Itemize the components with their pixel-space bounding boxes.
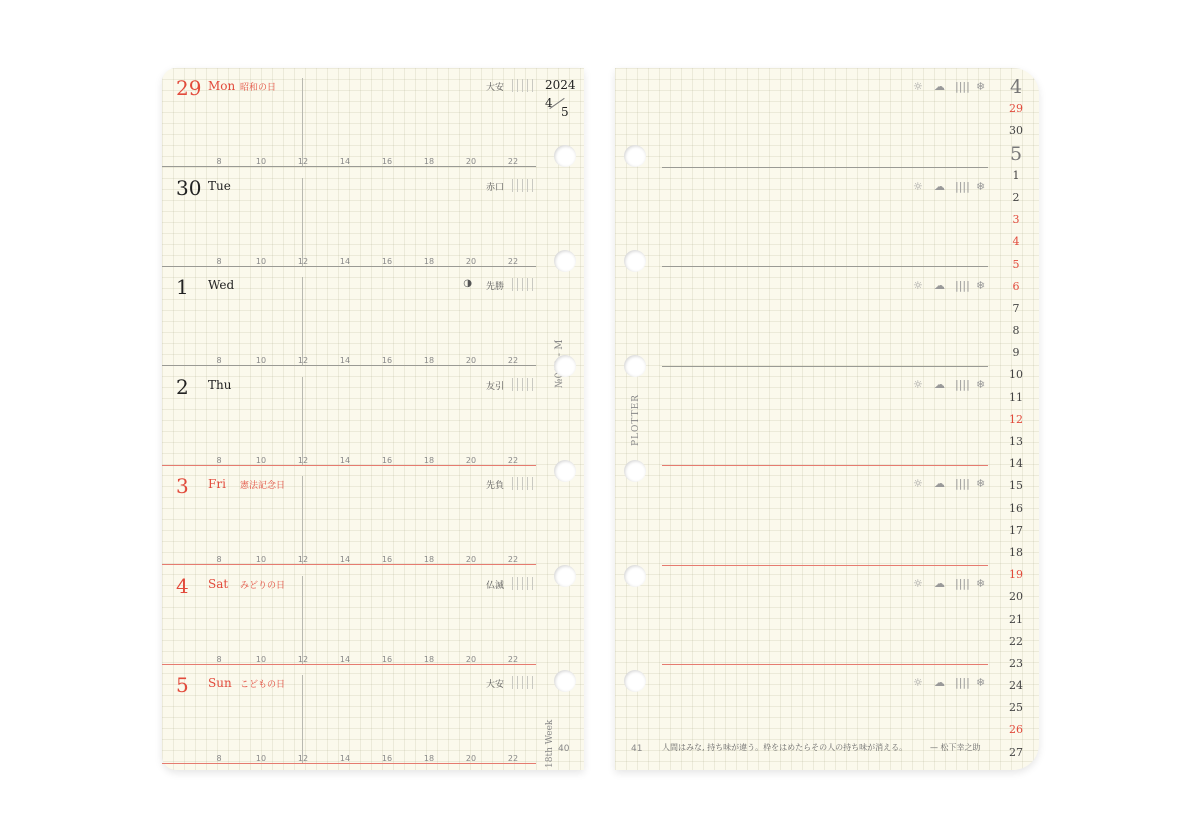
right-page-number: 41 [631,744,643,754]
hour-label: 22 [507,356,519,365]
day-number: 1 [176,275,189,299]
hour-label: 12 [297,655,309,664]
weather-icons [913,279,993,293]
day-number: 3 [176,474,189,498]
binder-hole [624,250,646,272]
holiday-label: みどりの日 [240,581,286,591]
hour-label: 8 [216,655,222,664]
binder-hole [624,670,646,692]
mini-calendar-day: 27 [1009,745,1023,759]
mini-calendar-day: 15 [1009,479,1023,493]
week-number-label: 18th Week [545,719,555,768]
hour-label: 8 [216,555,222,564]
brand-label: PLOTTER [631,394,641,446]
mini-calendar-day: 23 [1009,656,1023,670]
day-separator [162,365,536,366]
hour-label: 16 [381,555,393,564]
mini-calendar-day: 13 [1009,435,1023,448]
noon-line [302,476,303,565]
hour-label: 10 [255,456,267,465]
binder-hole [554,565,576,587]
noon-line [302,178,303,267]
hour-label: 10 [255,555,267,564]
hour-label: 18 [423,356,435,365]
weather-icons [913,378,993,392]
hour-label: 8 [216,157,222,166]
mini-calendar-day: 18 [1009,545,1023,559]
snow-icon: ❄ [976,676,986,689]
mini-calendar-day: 2 [1012,190,1020,204]
noon-line [302,78,303,167]
hour-label: 10 [255,157,267,166]
mini-calendar-day: 12 [1009,412,1023,426]
cloud-icon: ☁ [934,477,945,490]
hour-label: 20 [465,555,477,564]
hour-label: 8 [216,356,222,365]
binder-hole [554,250,576,272]
checkbox-ticks [512,577,536,590]
hour-label: 16 [381,754,393,763]
mini-calendar-day: 30 [1009,124,1023,138]
binder-hole [554,145,576,167]
cloud-icon: ☁ [934,180,945,193]
binder-hole [624,460,646,482]
mini-calendar-day: 4 [1012,235,1020,249]
rokuyo-label: 仏滅 [485,581,504,591]
hour-label: 14 [339,257,351,266]
hour-label: 12 [297,754,309,763]
sun-icon: ☼ [913,676,923,689]
note-line [662,366,988,367]
mini-calendar-day: 21 [1009,612,1023,626]
mini-calendar-day: 9 [1012,346,1020,360]
weather-icons [913,477,993,491]
mini-calendar-day: 6 [1012,279,1020,293]
checkbox-ticks [512,179,536,192]
cloud-icon: ☁ [934,676,945,689]
hour-label: 20 [465,157,477,166]
snow-icon: ❄ [976,80,986,93]
binder-hole [554,460,576,482]
snow-icon: ❄ [976,180,986,193]
weekday-label: Mon [208,79,236,93]
hour-label: 22 [507,555,519,564]
left-planner-page [162,68,584,770]
hour-label: 16 [381,257,393,266]
weekday-label: Thu [208,378,232,392]
noon-line [302,576,303,665]
mini-calendar-day: 10 [1009,368,1023,382]
day-block [162,168,536,267]
mini-calendar-month: 5 [1009,142,1023,165]
hour-label: 18 [423,456,435,465]
left-page-number: 40 [558,744,570,754]
sun-icon: ☼ [913,80,923,93]
hour-label: 18 [423,555,435,564]
hour-label: 10 [255,257,267,266]
moon-phase-icon: ◑ [463,278,472,289]
snow-icon: ❄ [976,577,986,590]
weekday-label: Tue [208,179,231,193]
rokuyo-label: 先勝 [485,282,504,292]
day-separator [162,166,536,167]
hour-label: 22 [507,655,519,664]
year-label: 2024 [545,78,576,92]
rokuyo-label: 友引 [485,382,504,392]
hour-label: 14 [339,157,351,166]
mini-calendar-day: 1 [1012,168,1020,182]
mini-calendar-day: 11 [1009,390,1023,404]
noon-line [302,675,303,764]
holiday-label: こどもの日 [240,680,286,690]
rain-icon: |||| [955,378,970,391]
hour-label: 18 [423,655,435,664]
hour-label: 14 [339,754,351,763]
binder-hole [554,355,576,377]
hour-label: 8 [216,754,222,763]
mini-calendar-day: 7 [1012,301,1020,315]
hour-label: 14 [339,655,351,664]
mini-calendar-day: 20 [1009,590,1023,604]
day-separator [162,763,536,764]
hour-label: 12 [297,257,309,266]
sun-icon: ☼ [913,180,923,193]
hour-label: 12 [297,356,309,365]
snow-icon: ❄ [976,378,986,391]
hour-label: 20 [465,456,477,465]
binder-hole [554,670,576,692]
hour-label: 22 [507,157,519,166]
rain-icon: |||| [955,577,970,590]
day-block [162,267,536,366]
holiday-label: 昭和の日 [240,83,277,93]
checkbox-ticks [512,278,536,291]
weekday-label: Sat [208,577,229,591]
weather-icons [913,180,993,194]
checkbox-ticks [512,676,536,689]
hour-label: 10 [255,655,267,664]
hour-label: 12 [297,157,309,166]
rokuyo-label: 大安 [485,83,504,93]
right-planner-page [615,68,1039,770]
mini-calendar-day: 19 [1009,568,1023,582]
hour-label: 22 [507,456,519,465]
rain-icon: |||| [955,279,970,292]
mini-calendar-month: 4 [1009,76,1023,98]
mini-calendar-day: 29 [1009,102,1023,116]
hour-label: 20 [465,754,477,763]
hour-label: 16 [381,356,393,365]
hour-label: 18 [423,754,435,763]
note-line [662,266,988,267]
rokuyo-label: 大安 [485,680,504,690]
sun-icon: ☼ [913,378,923,391]
hour-label: 10 [255,356,267,365]
sun-icon: ☼ [913,279,923,292]
day-number: 5 [176,673,189,697]
cloud-icon: ☁ [934,378,945,391]
hour-label: 16 [381,456,393,465]
mini-calendar-day: 5 [1012,257,1020,271]
mini-calendar-day: 17 [1009,523,1023,537]
mini-calendar-day: 14 [1009,457,1023,471]
hour-label: 18 [423,157,435,166]
quote-text: 人間はみな, 持ち味が違う。枠をはめたらその人の持ち味が消える。 [662,743,908,752]
mini-calendar-day: 25 [1009,701,1023,715]
mini-calendar-day: 3 [1012,213,1020,227]
day-block [162,367,536,466]
mini-calendar-day: 24 [1009,679,1023,693]
hour-label: 20 [465,257,477,266]
binder-hole [624,565,646,587]
hour-label: 8 [216,456,222,465]
hour-label: 20 [465,655,477,664]
hour-label: 22 [507,257,519,266]
hour-label: 16 [381,157,393,166]
mini-calendar-day: 22 [1009,634,1023,648]
weekday-label: Fri [208,477,226,491]
noon-line [302,277,303,366]
note-line [662,167,988,168]
sun-icon: ☼ [913,577,923,590]
hour-label: 16 [381,655,393,664]
sun-icon: ☼ [913,477,923,490]
mini-calendar-day: 26 [1009,723,1023,737]
weather-icons [913,577,993,591]
rokuyo-label: 赤口 [485,183,504,193]
mini-calendar [999,76,1033,764]
rokuyo-label: 先負 [485,481,504,491]
day-number: 29 [176,76,202,100]
rain-icon: |||| [955,80,970,93]
hour-label: 22 [507,754,519,763]
weekday-label: Wed [208,278,235,292]
weather-icons [913,676,993,690]
snow-icon: ❄ [976,279,986,292]
rain-icon: |||| [955,180,970,193]
binder-hole [624,145,646,167]
day-separator [162,564,536,565]
rain-icon: |||| [955,477,970,490]
month-from-label: 4 [545,96,553,110]
holiday-label: 憲法記念日 [240,481,286,491]
cloud-icon: ☁ [934,577,945,590]
hour-label: 8 [216,257,222,266]
mini-calendar-day: 16 [1009,501,1023,515]
month-to-label: 5 [561,105,569,119]
day-block [162,566,536,665]
checkbox-ticks [512,378,536,391]
quote-author: — 松下幸之助 [930,743,981,752]
cloud-icon: ☁ [934,279,945,292]
note-line [662,664,988,665]
noon-line [302,377,303,466]
day-number: 2 [176,375,189,399]
hour-label: 12 [297,456,309,465]
day-block [162,665,536,764]
note-line [662,565,988,566]
snow-icon: ❄ [976,477,986,490]
day-number: 4 [176,574,189,598]
cloud-icon: ☁ [934,80,945,93]
day-block [162,68,536,167]
rain-icon: |||| [955,676,970,689]
note-line [662,465,988,466]
binder-hole [624,355,646,377]
hour-label: 14 [339,456,351,465]
hour-label: 14 [339,356,351,365]
day-block [162,466,536,565]
mini-calendar-day: 8 [1012,324,1020,338]
weekday-label: Sun [208,676,232,690]
weather-icons [913,80,993,94]
hour-label: 20 [465,356,477,365]
hour-label: 10 [255,754,267,763]
day-number: 30 [176,176,202,200]
checkbox-ticks [512,477,536,490]
checkbox-ticks [512,79,536,92]
hour-label: 18 [423,257,435,266]
hour-label: 14 [339,555,351,564]
hour-label: 12 [297,555,309,564]
